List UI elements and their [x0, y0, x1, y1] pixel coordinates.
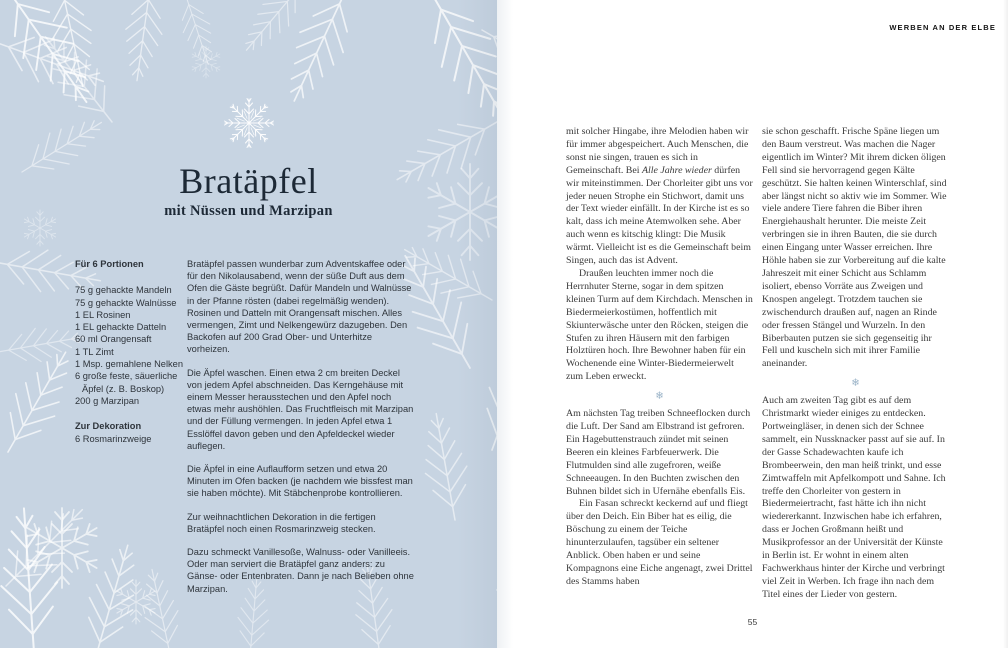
recipe-step: Die Äpfel waschen. Einen etwa 2 cm breiten Deckel von jedem Apfel abschneiden. Das Kerngehäuse mit einem Messer herausstechen und den Apfel noch etwas mehr aushöhlen. Das Fruchtfleisch mit Marzipan und der Füllung vermengen. In jeden Apfel etwa 1 Esslöffel davon geben und den Apfeldeckel wieder auflegen. — [187, 367, 414, 451]
decoration-header: Zur Dekoration — [75, 421, 142, 432]
page-edge-shadow — [1003, 0, 1008, 648]
recipe-step: Dazu schmeckt Vanillesoße, Walnuss- oder Vanilleeis. Oder man serviert die Bratäpfel ganz anders: zu Gänse- oder Entenbraten. Dann je nach Belieben ohne Marzipan. — [187, 547, 414, 594]
servings-header: Für 6 Portionen — [75, 259, 144, 269]
ingredient-item: 75 g gehackte Walnüsse — [75, 297, 177, 308]
story-text: mit solcher Hingabe, ihre Melodien haben wir für immer abgespeichert. Auch Menschen, die sonst nie singen, trauen es sich in Gemeinschaft. Bei — [566, 126, 749, 176]
story-page — [497, 0, 1008, 648]
story-paragraph: Auch am zweiten Tag gibt es auf dem Christmarkt wieder einiges zu entdecken. Portweingläser, in denen sich der Schnee sammelt, ein Nussknacker passt auf sie auf. In der Gasse Schadewachten kaufe ich Brombeerwein, den man heiß trinkt, und esse Zimtwaffeln mit Apfelkompott und Sahne. Ich treffe den Chorleiter von gestern in Biedermeiertracht, fast hätte ich ihn nicht wiedererkannt. Inzwischen habe ich erfahren, dass er Jochen Großmann heißt und Musikprofessor an der Universität der Künste in Berlin ist. Er wohnt in einem alten Fachwerkhaus hinter der Kirche und verbringt viel Zeit in Werben. Ich frage ihn nach dem Titel eines der Lieder von gestern. — [762, 395, 946, 600]
snowflake-ornament-icon — [0, 97, 497, 154]
story-paragraph: sie schon geschafft. Frische Späne liegen um den Baum verstreut. Was machen die Nager eigentlich im Winter? Mit ihrem dicken öligen Fell sind sie hervorragend gegen Kälte geschützt. Sie halten keinen Winterschlaf, sind aber längst nicht so aktiv wie im Sommer. Wie viele andere Tiere fahren die Biber ihren Energiehaushalt herunter. Die meiste Zeit verbringen sie in ihren Bauten, die sie durch einen Eingang unter Wasser erreichen. Ihre Höhle haben sie zur Vorbereitung auf die kalte Jahreszeit mit einer Schicht aus Schlamm isoliert, ebenso Vorräte aus Zweigen und Knospen angelegt. Trotzdem tauchen sie zwischendurch draußen auf, nagen an Rinde oder fressen Stängel und Wurzeln. In den Biberbauten putzen sie sich gegenseitig ihr Fell und kuscheln sich mit ihrer Familie aneinander. — [762, 126, 947, 370]
story-paragraph: Am nächsten Tag treiben Schneeflocken durch die Luft. Der Sand am Elbstrand ist gefroren. Ein Hagebuttenstrauch zündet mit seinen Beeren ein kleines Farbfeuerwerk. Die Flutmulden sind alle zugefroren, weiße Schneeaugen. In den Buchten zwischen den Buhnen bildet sich in Ufernähe ebenfalls Eis. — [566, 408, 751, 497]
recipe-subtitle: mit Nüssen und Marzipan — [164, 203, 333, 219]
ingredients-list — [75, 284, 187, 407]
story-column-right — [762, 126, 949, 602]
ingredient-item: 1 Msp. gemahlene Nelken — [75, 359, 184, 370]
recipe-step: Zur weihnachtlichen Dekoration in die fertigen Bratäpfel noch einen Rosmarinzweig stecken. — [187, 511, 376, 534]
ingredient-item: 60 ml Orangensaft — [75, 334, 152, 345]
story-text: dürfen wir miteinstimmen. Der Chorleiter gibt uns vor jeder neuen Strophe ein Stichwort, damit uns der Text wieder einfällt. In der Kirche ist es so kalt, dass ich meine Atemwolken sehe. Aber auch wenn es kitschig klingt: Die Musik wärmt. Vielleicht ist es die Gemeinschaft beim Singen, auch das ist Advent. — [566, 164, 753, 267]
story-paragraph: Draußen leuchten immer noch die Herrnhuter Sterne, sogar in dem spitzen kleinen Turm auf dem Kirchdach. Menschen in Biedermeierkostümen, hoffentlich mit Skiunterwäsche unter den Röcken, steigen die Stufen zu ihren Häusern mit den farbigen Holztüren hoch. Ihre Bewohner haben für ein Wochenende eine Winter-Biedermeierwelt zum Leben erweckt. — [566, 267, 753, 383]
snowflake-divider-icon: ❄ — [851, 377, 860, 390]
snowflake-divider-icon: ❄ — [655, 390, 664, 403]
song-title-italic: Alle Jahre wieder — [641, 164, 712, 176]
ingredient-item: 75 g gehackte Mandeln — [75, 285, 172, 296]
story-paragraph: Ein Fasan schreckt keckernd auf und fliegt über den Deich. Ein Biber hat es eilig, die Böschung zu einem der Teiche hinunterzulaufen, tagsüber ein seltener Anblick. Oben haben er und seine Kompagnons eine Eiche angenagt, zwei Drittel des Stamms haben — [566, 498, 753, 587]
ingredient-item: 1 EL gehackte Datteln — [75, 322, 167, 333]
decoration-item: 6 Rosmarinzweige — [75, 433, 152, 444]
page-number: 55 — [747, 617, 758, 627]
story-columns — [566, 126, 949, 602]
recipe-body — [75, 258, 415, 606]
ingredients-column — [75, 258, 187, 606]
recipe-title: Bratäpfel — [179, 161, 318, 201]
ingredient-item: 200 g Marzipan — [75, 395, 140, 406]
ingredient-item: 1 TL Zimt — [75, 346, 114, 357]
running-header: WERBEN AN DER ELBE — [889, 23, 996, 32]
recipe-step: Die Äpfel in eine Auflaufform setzen und etwa 20 Minuten im Ofen backen (je nachdem wie bissfest man sie haben möchte). Mit Stäbchenprobe kontrollieren. — [187, 464, 413, 499]
instructions-column — [187, 258, 415, 606]
recipe-step: Bratäpfel passen wunderbar zum Adventskaffee oder für den Nikolausabend, wenn der süße Duft aus dem Ofen die Gäste begrüßt. Dafür Mandeln und Walnüsse in der Pfanne rösten (dabei regelmäßig wenden). Rosinen und Datteln mit Orangensaft mischen. Alles vermengen, Zimt und Nelkengewürz dazugeben. Den Backofen auf 200 Grad Ober- und Unterhitze vorheizen. — [187, 259, 412, 355]
ingredient-item: 6 große feste, säuerliche Äpfel (z. B. Boskop) — [75, 371, 178, 394]
story-column-left — [566, 126, 753, 602]
recipe-page — [0, 0, 497, 648]
story-paragraph — [566, 126, 753, 268]
ingredient-item: 1 EL Rosinen — [75, 309, 131, 320]
